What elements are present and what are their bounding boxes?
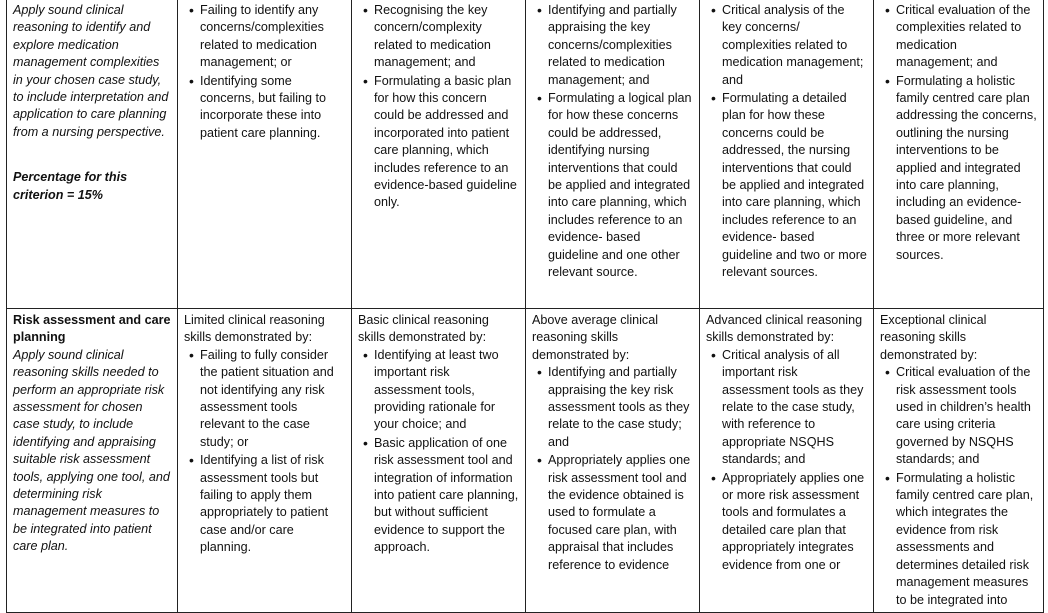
criterion-percentage: Percentage for this criterion = 15%	[13, 170, 128, 202]
grade-cell-1	[178, 0, 352, 309]
bullet-item: • Critical evaluation of the complexities related to medication management; and	[896, 2, 1037, 72]
criterion-description: Apply sound clinical reasoning to identify and explore medication management complexities in your chosen case study, to include interpretation and application to care planning from a nursing perspective.	[13, 3, 169, 139]
bullet-item: • Formulating a holistic family centred care plan, which integrates the evidence from risk assessments and determines detailed risk management measures to be integrated into	[896, 470, 1037, 609]
bullet-item: • Identifying and partially appraising the key risk assessment tools as they relate to the case study; and	[548, 364, 693, 451]
bullet-item: • Identifying at least two important risk assessment tools, providing rationale for your choice; and	[374, 347, 519, 434]
grade-cell-3	[526, 0, 700, 309]
criterion-cell	[7, 0, 178, 309]
bullet-item: • Critical analysis of all important risk assessment tools as they relate to the case study, with reference to appropriate NSQHS standards; and	[722, 347, 867, 469]
criterion-title: Risk assessment and care planning	[13, 313, 171, 345]
grade-cell-3	[526, 309, 700, 613]
rubric-row-medication	[7, 0, 1044, 309]
bullet-item: • Formulating a holistic family centred care plan addressing the concerns, outlining the nursing interventions to be applied and integrated into care planning, including an evidence-based guideline, and three or more relevant sources.	[896, 73, 1037, 264]
bullet-item: • Appropriately applies one or more risk assessment tools and formulates a detailed care plan that appropriately integrates evidence from one or	[722, 470, 867, 574]
grade-cell-2	[352, 0, 526, 309]
grade-cell-2	[352, 309, 526, 613]
bullet-item: • Identifying some concerns, but failing to incorporate these into patient care planning.	[200, 73, 345, 143]
bullet-item: • Formulating a detailed plan for how these concerns could be addressed, the nursing interventions that could be applied and integrated into care planning, which includes reference to an evidence- based guideline and two or more relevant sources.	[722, 90, 867, 281]
bullet-item: • Formulating a basic plan for how this concern could be addressed and incorporated into patient care planning, which includes reference to an evidence-based guideline only.	[374, 73, 519, 212]
grade-cell-5	[874, 0, 1044, 309]
bullet-item: • Critical evaluation of the risk assessment tools used in children’s health care using criteria governed by NSQHS standards; and	[896, 364, 1037, 468]
bullet-item: • Recognising the key concern/complexity related to medication management; and	[374, 2, 519, 72]
grade-cell-1	[178, 309, 352, 613]
cell-lead: Above average clinical reasoning skills demonstrated by:	[532, 313, 659, 362]
grade-cell-5	[874, 309, 1044, 613]
rubric-table	[6, 0, 1044, 613]
bullet-item: • Appropriately applies one risk assessment tool and the evidence obtained is used to formulate a focused care plan, with appraisal that includes reference to evidence	[548, 452, 693, 574]
bullet-item: • Identifying a list of risk assessment tools but failing to apply them appropriately to patient case and/or care planning.	[200, 452, 345, 556]
cell-lead: Advanced clinical reasoning skills demonstrated by:	[706, 313, 863, 345]
bullet-item: • Failing to fully consider the patient situation and not identifying any risk assessment tools relevant to the case study; or	[200, 347, 345, 451]
grade-cell-4	[700, 309, 874, 613]
grade-cell-4	[700, 0, 874, 309]
criterion-cell	[7, 309, 178, 613]
bullet-item: • Critical analysis of the key concerns/ complexities related to medication management; and	[722, 2, 867, 89]
bullet-item: • Formulating a logical plan for how these concerns could be addressed, identifying nursing interventions that could be applied and integrated into care planning, which includes reference to an evidence- based guideline and one other relevant source.	[548, 90, 693, 281]
bullet-item: • Failing to identify any concerns/complexities related to medication management; or	[200, 2, 345, 72]
cell-lead: Basic clinical reasoning skills demonstrated by:	[358, 313, 489, 345]
cell-lead: Exceptional clinical reasoning skills demonstrated by:	[880, 313, 987, 362]
bullet-item: • Basic application of one risk assessment tool and integration of information into patient care planning, but without sufficient evidence to support the approach.	[374, 435, 519, 557]
rubric-row-risk-assessment	[7, 309, 1044, 613]
criterion-description: Apply sound clinical reasoning skills needed to perform an appropriate risk assessment for chosen case study, to include identifying and appraising suitable risk assessment tools, applying one tool, and determining risk management measures to be integrated into patient care plan.	[13, 347, 170, 554]
cell-lead: Limited clinical reasoning skills demonstrated by:	[184, 313, 325, 345]
bullet-item: • Identifying and partially appraising the key concerns/complexities related to medication management; and	[548, 2, 693, 89]
